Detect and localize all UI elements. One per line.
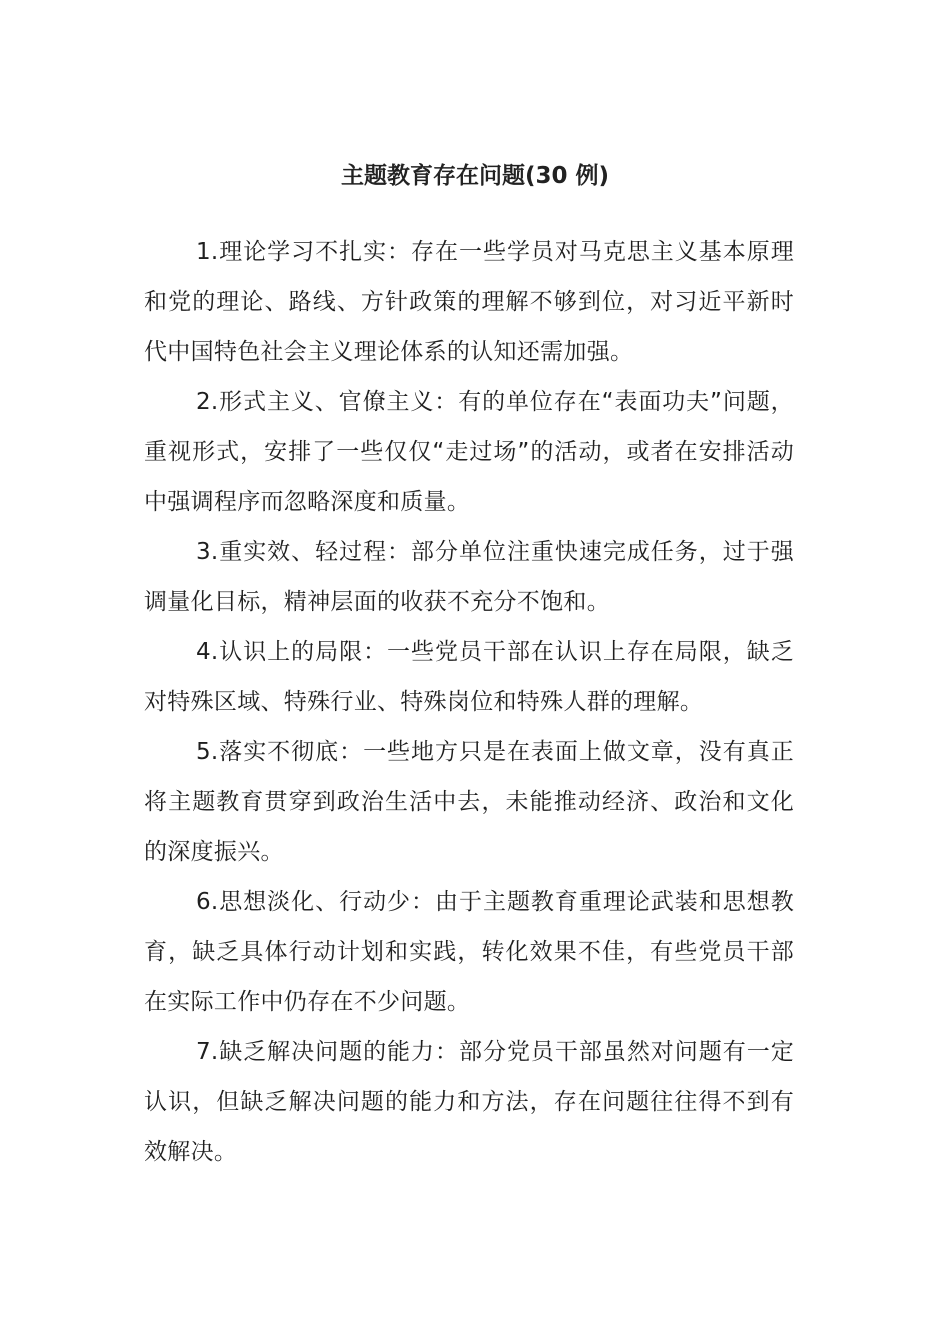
paragraph-2: 2.形式主义、官僚主义：有的单位存在“表面功夫”问题，重视形式，安排了一些仅仅“走过场”的活动，或者在安排活动中强调程序而忽略深度和质量。 — [144, 389, 794, 515]
document-body — [144, 227, 794, 1177]
paragraph-7: 7.缺乏解决问题的能力：部分党员干部虽然对问题有一定认识，但缺乏解决问题的能力和方法，存在问题往往得不到有效解决。 — [144, 1039, 794, 1165]
document-title: 主题教育存在问题(30 例) — [340, 163, 610, 189]
paragraph-6: 6.思想淡化、行动少：由于主题教育重理论武装和思想教育，缺乏具体行动计划和实践，转化效果不佳，有些党员干部在实际工作中仍存在不少问题。 — [144, 889, 794, 1015]
paragraph-3: 3.重实效、轻过程：部分单位注重快速完成任务，过于强调量化目标，精神层面的收获不充分不饱和。 — [144, 539, 794, 615]
paragraph-1: 1.理论学习不扎实：存在一些学员对马克思主义基本原理和党的理论、路线、方针政策的理解不够到位，对习近平新时代中国特色社会主义理论体系的认知还需加强。 — [144, 239, 794, 365]
paragraph-5: 5.落实不彻底：一些地方只是在表面上做文章，没有真正将主题教育贯穿到政治生活中去，未能推动经济、政治和文化的深度振兴。 — [144, 739, 794, 865]
paragraph-4: 4.认识上的局限：一些党员干部在认识上存在局限，缺乏对特殊区域、特殊行业、特殊岗位和特殊人群的理解。 — [144, 639, 794, 715]
